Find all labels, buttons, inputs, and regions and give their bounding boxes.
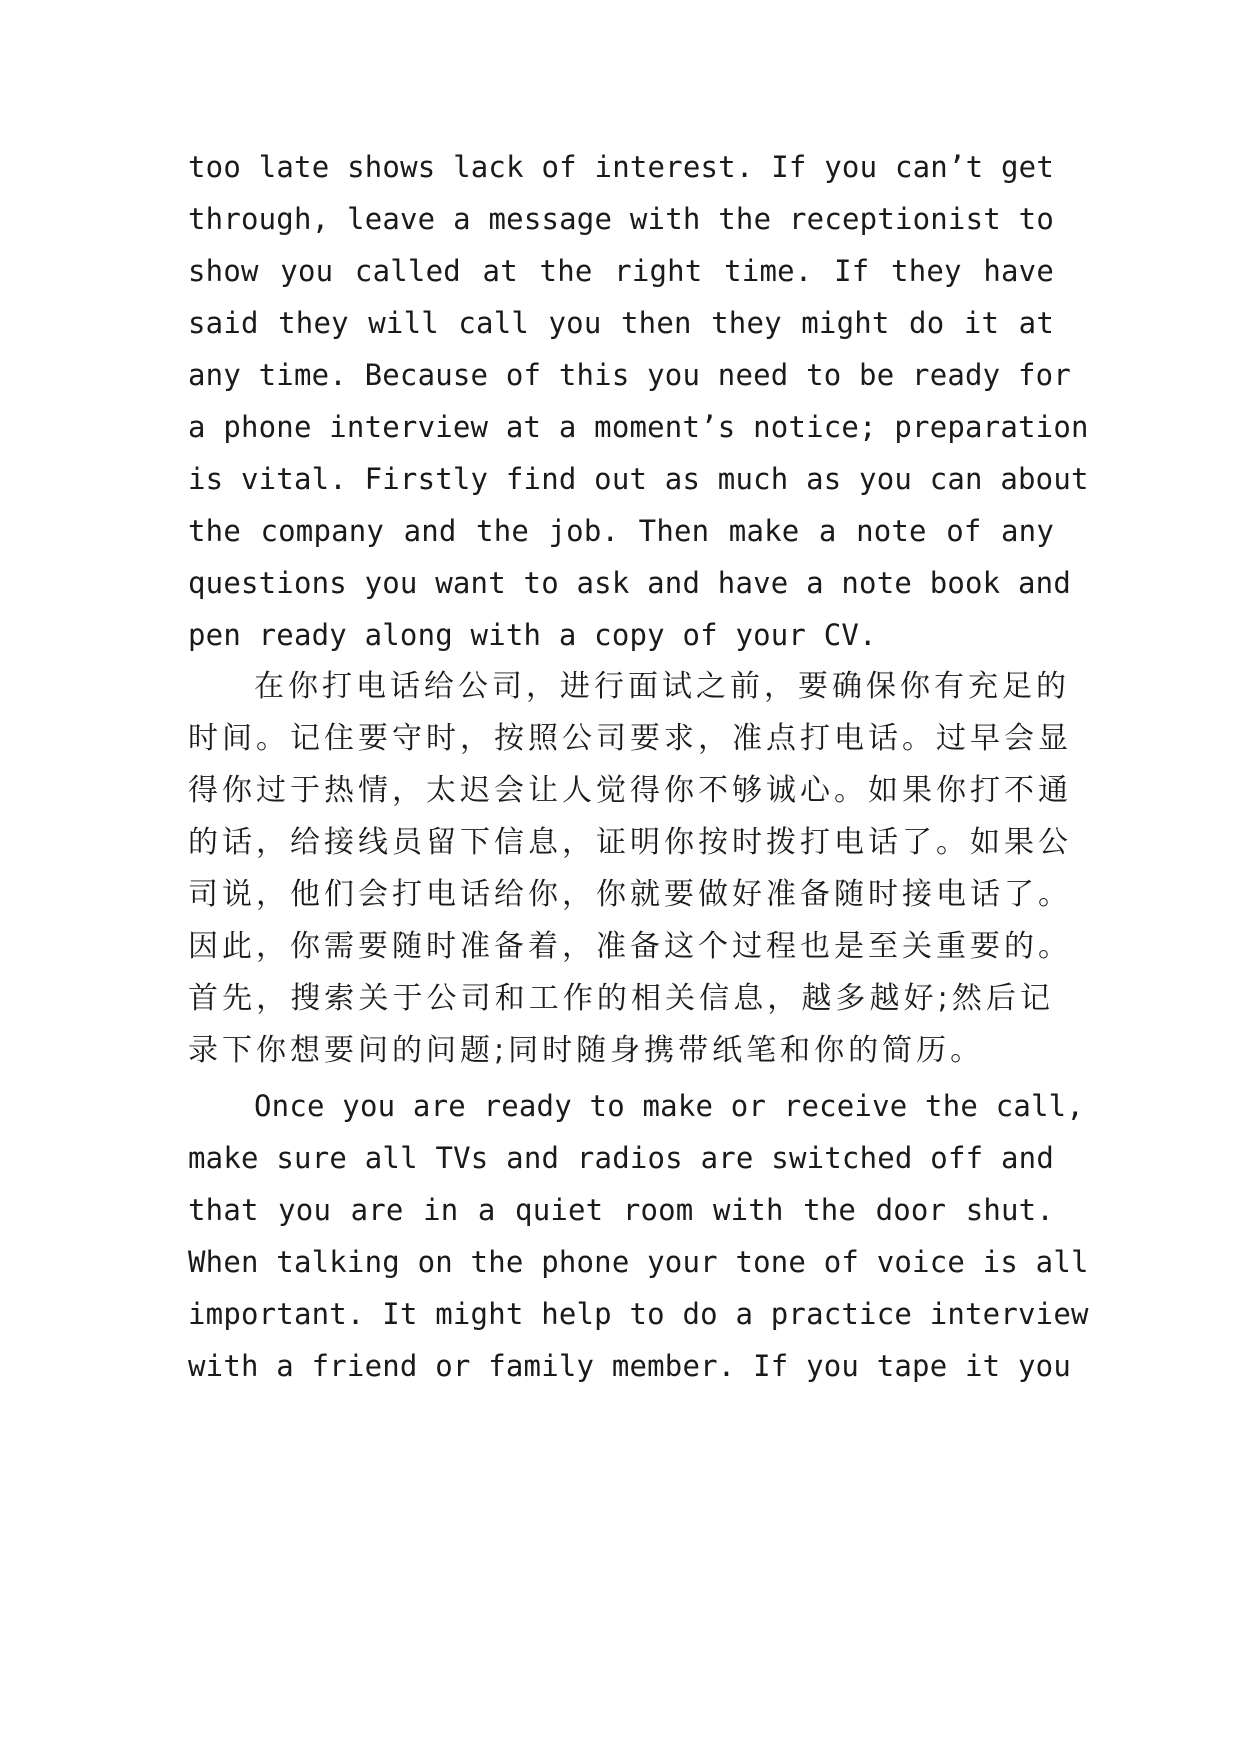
text-line: with a friend or family member. If you tape it you [188, 1349, 1071, 1383]
text-line: any time. Because of this you need to be ready for [188, 358, 1071, 392]
text-line: questions you want to ask and have a note book and [188, 566, 1071, 600]
text-line: too late shows lack of interest. If you can’t get [188, 150, 1054, 184]
text-line: 首先，搜索关于公司和工作的相关信息，越多越好;然后记 [188, 981, 1054, 1016]
text-line: the company and the job. Then make a note of any [188, 514, 1054, 548]
text-line: said they will call you then they might do it at [188, 306, 1054, 340]
text-line: pen ready along with a copy of your CV. [188, 618, 877, 652]
text-line: 时间。记住要守时，按照公司要求，准点打电话。过早会显 [188, 721, 1072, 756]
text-line: 的话，给接线员留下信息，证明你按时拨打电话了。如果公 [188, 825, 1072, 860]
text-line: show you called at the right time. If they have [188, 254, 1054, 288]
text-line: 录下你想要问的问题;同时随身携带纸笔和你的简历。 [188, 1033, 985, 1068]
text-line: 在你打电话给公司，进行面试之前，要确保你有充足的 [254, 669, 1070, 704]
text-line: through, leave a message with the receptionist to [188, 202, 1054, 236]
text-line: 司说，他们会打电话给你，你就要做好准备随时接电话了。 [188, 877, 1072, 912]
text-line: is vital. Firstly find out as much as you can about [188, 462, 1089, 496]
text-line: a phone interview at a moment’s notice; preparation [188, 410, 1089, 444]
text-line: 得你过于热情，太迟会让人觉得你不够诚心。如果你打不通 [188, 773, 1072, 808]
text-line: make sure all TVs and radios are switched off and [188, 1141, 1054, 1175]
text-line: Once you are ready to make or receive the call, [254, 1089, 1084, 1123]
text-line: that you are in a quiet room with the door shut. [188, 1193, 1054, 1227]
text-line: When talking on the phone your tone of voice is all [188, 1245, 1089, 1279]
text-line: 因此，你需要随时准备着，准备这个过程也是至关重要的。 [188, 929, 1072, 964]
text-line: important. It might help to do a practice interview [188, 1297, 1089, 1331]
